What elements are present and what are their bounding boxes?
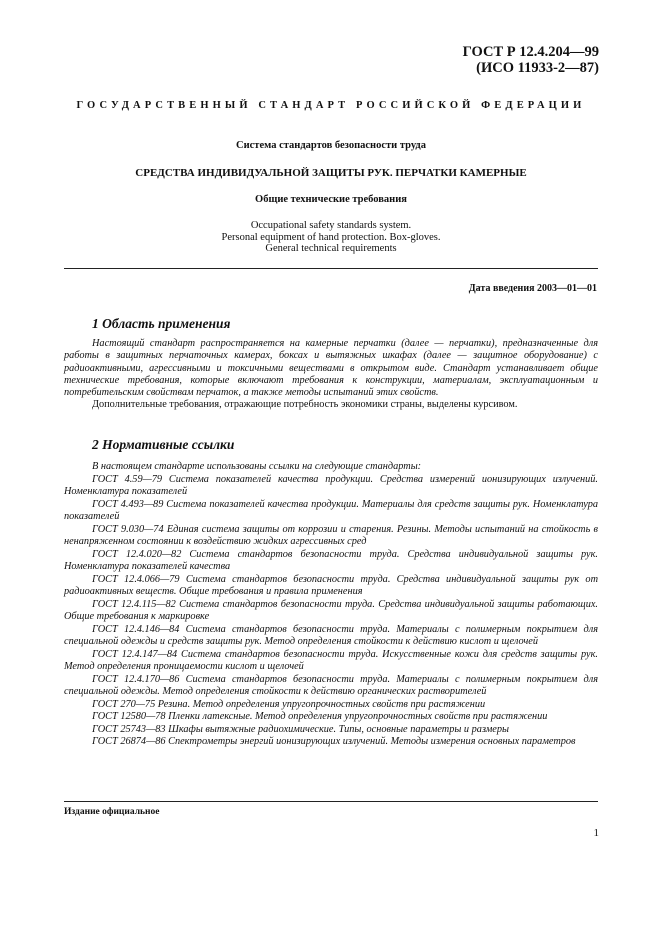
reference-item: ГОСТ 12.4.146—84 Система стандартов безопасности труда. Материалы с полимерным покрытием для специальной одежды и средств защиты рук. Метод определения стойкости к действию кислот и щелочей xyxy=(64,623,598,647)
reference-item: ГОСТ 12.4.115—82 Система стандартов безопасности труда. Средства индивидуальной защиты работающих. Общие требования к маркировке xyxy=(64,598,598,622)
reference-item: ГОСТ 12580—78 Пленки латексные. Метод определения упругопрочностных свойств при растяжении xyxy=(92,711,548,722)
section-1-heading: 1 Область применения xyxy=(92,316,231,331)
title-divider xyxy=(64,268,598,269)
standard-code-iso: (ИСО 11933-2—87) xyxy=(476,60,599,76)
references-list xyxy=(64,461,598,749)
page-number: 1 xyxy=(593,827,599,839)
introduction-date: Дата введения 2003—01—01 xyxy=(468,283,597,294)
section-1-body xyxy=(64,338,598,412)
references-intro: В настоящем стандарте использованы ссылки на следующие стандарты: xyxy=(92,461,422,472)
reference-item: ГОСТ 270—75 Резина. Метод определения упругопрочностных свойств при растяжении xyxy=(92,698,486,710)
footer-divider xyxy=(64,801,598,802)
english-title-line: General technical requirements xyxy=(265,243,397,254)
system-title: Система стандартов безопасности труда xyxy=(236,140,426,151)
english-title-line: Occupational safety standards system. xyxy=(250,220,412,231)
reference-item: ГОСТ 25743—83 Шкафы вытяжные радиохимические. Типы, основные параметры и размеры xyxy=(92,723,509,735)
reference-item: ГОСТ 12.4.020—82 Система стандартов безопасности труда. Средства индивидуальной защиты рук. Номенклатура показателей качества xyxy=(64,548,598,572)
english-title xyxy=(64,220,598,255)
document-subtitle: Общие технические требования xyxy=(255,194,407,205)
english-title-line: Personal equipment of hand protection. Box-gloves. xyxy=(221,231,441,243)
reference-item: ГОСТ 12.4.066—79 Система стандартов безопасности труда. Средства индивидуальной защиты рук от радиоактивных веществ. Общие требования и правила применения xyxy=(64,573,598,597)
section-2-heading: 2 Нормативные ссылки xyxy=(92,437,235,452)
state-standard-heading: ГОСУДАРСТВЕННЫЙ СТАНДАРТ РОССИЙСКОЙ ФЕДЕРАЦИИ xyxy=(76,100,586,111)
reference-item: ГОСТ 4.493—89 Система показателей качества продукции. Материалы для средств защиты рук. Номенклатура показателей xyxy=(64,498,598,522)
reference-item: ГОСТ 4.59—79 Система показателей качества продукции. Средства измерений ионизирующих излучений. Номенклатура показателей xyxy=(64,473,598,497)
reference-item: ГОСТ 12.4.170—86 Система стандартов безопасности труда. Материалы с полимерным покрытием для специальной одежды. Метод определения стойкости к действию органических растворителей xyxy=(64,673,598,697)
section-1-paragraph: Дополнительные требования, отражающие потребность экономики страны, выделены курсивом. xyxy=(92,399,518,411)
reference-item: ГОСТ 26874—86 Спектрометры энергий ионизирующих излучений. Методы измерения основных параметров xyxy=(92,736,576,747)
document-title: СРЕДСТВА ИНДИВИДУАЛЬНОЙ ЗАЩИТЫ РУК. ПЕРЧАТКИ КАМЕРНЫЕ xyxy=(135,167,527,179)
reference-item: ГОСТ 9.030—74 Единая система защиты от коррозии и старения. Резины. Методы испытаний на стойкость в ненапряженном состоянии к воздействию жидких агрессивных сред xyxy=(64,523,598,547)
section-1-paragraph: Настоящий стандарт распространяется на камерные перчатки (далее — перчатки), предназначенные для работы в защитных перчаточных камерах, боксах и вытяжных шкафах (далее — защитное оборудование) с радиоактивными, агрессивными и токсичными веществами в открытом виде. Стандарт устанавливает общие технические требования, которые включают требования к конструкции, материалам, эксплуатационным и потребительским свойствам перчаток, а также методы испытаний этих свойств. xyxy=(64,338,598,399)
standard-code xyxy=(463,44,599,76)
standard-code-gost: ГОСТ Р 12.4.204—99 xyxy=(462,44,599,60)
reference-item: ГОСТ 12.4.147—84 Система стандартов безопасности труда. Искусственные кожи для средств защиты рук. Метод определения проницаемости кислот и щелочей xyxy=(64,648,598,672)
official-edition-label: Издание официальное xyxy=(64,807,160,817)
